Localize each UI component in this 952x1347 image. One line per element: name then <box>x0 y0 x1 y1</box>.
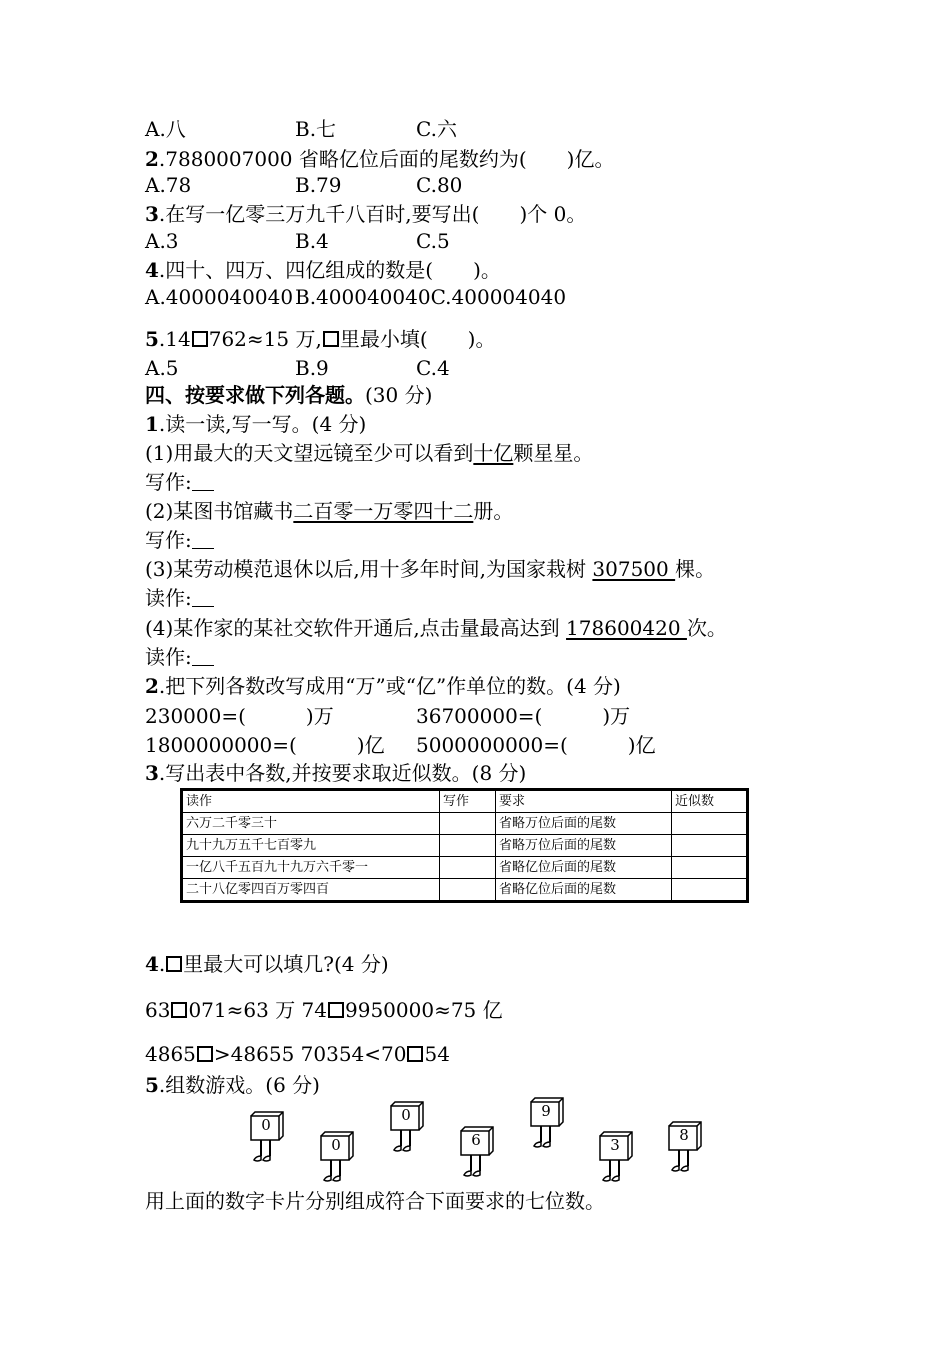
digit-card[interactable] <box>666 1120 706 1181</box>
digit-card-value: 0 <box>261 1116 271 1134</box>
s1-answer-2 <box>145 527 214 553</box>
s4-line-2 <box>145 1041 450 1067</box>
question-text: .组数游戏。(6 分) <box>158 1073 320 1097</box>
item-text: (3)某劳动模范退休以后,用十多年时间,为国家栽树 <box>145 557 593 581</box>
question-number: 5 <box>145 1073 159 1097</box>
s2-cell-3: 1800000000=( )亿 <box>145 733 385 757</box>
s1-answer-4 <box>145 644 214 670</box>
table-cell: 省略亿位后面的尾数 <box>496 857 672 879</box>
s2-cell-4: 5000000000=( )亿 <box>416 733 656 757</box>
q3-option-c: C.5 <box>416 229 450 253</box>
blank-box-icon <box>166 956 182 972</box>
question-text: .在写一亿零三万九千八百时,要写出( )个 0。 <box>158 202 587 226</box>
table-cell: 二十八亿零四百万零四百 <box>182 879 440 902</box>
table-cell: 六万二千零三十 <box>182 813 440 835</box>
question-text: .读一读,写一写。(4 分) <box>158 412 367 436</box>
blank-box-icon <box>323 331 339 347</box>
digit-card[interactable] <box>388 1100 428 1161</box>
question-number: 3 <box>145 202 159 226</box>
section-score: (30 分) <box>365 383 433 407</box>
item-text: (1)用最大的天文望远镜至少可以看到 <box>145 441 474 465</box>
table-cell-write[interactable] <box>440 857 496 879</box>
question-number: 2 <box>145 674 159 698</box>
s1-item-4 <box>145 615 727 641</box>
table-cell-write[interactable] <box>440 879 496 902</box>
table-header: 读作 <box>182 790 440 813</box>
subquestion-4-title <box>145 951 389 977</box>
digit-card[interactable] <box>458 1125 498 1186</box>
question-5 <box>145 326 495 352</box>
underlined-term: 二百零一万零四十二 <box>293 499 474 523</box>
expr-text: 071≈63 万 74 <box>188 998 327 1022</box>
answer-label: 读作: <box>145 645 192 669</box>
question-text: .7880007000 省略亿位后面的尾数约为( )亿。 <box>158 147 615 171</box>
question-number: 4 <box>145 258 159 282</box>
table-row <box>182 857 748 879</box>
q5-option-c: C.4 <box>416 356 450 380</box>
item-text: (4)某作家的某社交软件开通后,点击量最高达到 <box>145 616 567 640</box>
answer-label: 写作: <box>145 528 192 552</box>
table-header-row <box>182 790 748 813</box>
answer-label: 读作: <box>145 586 192 610</box>
expr-text: 63 <box>145 998 171 1022</box>
expr-text: >48655 70354<70 <box>213 1042 407 1066</box>
table-cell-approx[interactable] <box>672 813 748 835</box>
q0-option-c: C.六 <box>416 117 457 141</box>
q5-option-a: A.5 <box>145 356 179 380</box>
s1-item-3 <box>145 556 715 582</box>
blank-box-icon <box>192 331 208 347</box>
table-cell: 省略亿位后面的尾数 <box>496 879 672 902</box>
question-2 <box>145 146 615 172</box>
table-cell: 省略万位后面的尾数 <box>496 835 672 857</box>
digit-card[interactable] <box>597 1130 637 1191</box>
question-text: .四十、四万、四亿组成的数是( )。 <box>158 258 501 282</box>
number-table <box>180 788 749 903</box>
item-text-end: 册。 <box>473 499 514 523</box>
answer-blank[interactable] <box>192 530 214 549</box>
s1-answer-1 <box>145 469 214 495</box>
digit-card-value: 6 <box>471 1131 481 1149</box>
s2-cell-2: 36700000=( )万 <box>416 704 631 728</box>
item-text-end: 次。 <box>686 616 727 640</box>
table-cell-approx[interactable] <box>672 879 748 902</box>
q3-option-b: B.4 <box>295 229 329 253</box>
question-text-mid: 762≈15 万, <box>208 327 322 351</box>
question-text: 里最大可以填几?(4 分) <box>183 952 389 976</box>
q2-option-b: B.79 <box>295 173 342 197</box>
section-title-text: 四、按要求做下列各题。 <box>145 383 365 407</box>
question-3 <box>145 201 586 227</box>
blank-box-icon[interactable] <box>328 1002 344 1018</box>
answer-blank[interactable] <box>192 647 214 666</box>
q5-option-b: B.9 <box>295 356 329 380</box>
s2-cell-1: 230000=( )万 <box>145 704 334 728</box>
table-cell: 九十九万五千七百零九 <box>182 835 440 857</box>
table-cell-write[interactable] <box>440 813 496 835</box>
table-cell-approx[interactable] <box>672 835 748 857</box>
table-cell-write[interactable] <box>440 835 496 857</box>
table-cell: 省略万位后面的尾数 <box>496 813 672 835</box>
s4-line-1 <box>145 997 503 1023</box>
question-4 <box>145 257 501 283</box>
digit-card[interactable] <box>318 1130 358 1191</box>
question-text: .把下列各数改写成用“万”或“亿”作单位的数。(4 分) <box>158 674 621 698</box>
table-header: 要求 <box>496 790 672 813</box>
q2-option-c: C.80 <box>416 173 463 197</box>
s5-footer-text: 用上面的数字卡片分别组成符合下面要求的七位数。 <box>145 1189 605 1213</box>
q2-option-a: A.78 <box>145 173 192 197</box>
blank-box-icon[interactable] <box>407 1046 423 1062</box>
answer-blank[interactable] <box>192 588 214 607</box>
expr-text: 4865 <box>145 1042 196 1066</box>
q3-option-a: A.3 <box>145 229 179 253</box>
table-row <box>182 879 748 902</box>
s1-item-2 <box>145 498 513 524</box>
table-header: 近似数 <box>672 790 748 813</box>
table-cell-approx[interactable] <box>672 857 748 879</box>
underlined-term: 178600420 <box>566 616 687 640</box>
underlined-term: 十亿 <box>473 441 514 465</box>
q4-option-a: A.4000040040 <box>145 285 294 309</box>
table-row <box>182 813 748 835</box>
question-text: .写出表中各数,并按要求取近似数。(8 分) <box>158 761 527 785</box>
question-number: 5 <box>145 327 159 351</box>
s1-item-1 <box>145 440 593 466</box>
digit-card[interactable] <box>248 1110 288 1171</box>
section-title <box>145 382 432 408</box>
digit-card-value: 3 <box>610 1136 620 1154</box>
question-text-pre: .14 <box>158 327 191 351</box>
underlined-term: 307500 <box>592 557 676 581</box>
answer-label: 写作: <box>145 470 192 494</box>
s1-answer-3 <box>145 585 214 611</box>
answer-blank[interactable] <box>192 472 214 491</box>
blank-box-icon[interactable] <box>197 1046 213 1062</box>
item-text-end: 颗星星。 <box>513 441 594 465</box>
expr-text: 9950000≈75 亿 <box>345 998 503 1022</box>
table-header: 写作 <box>440 790 496 813</box>
question-number: 1 <box>145 412 159 436</box>
subquestion-1-title <box>145 411 366 437</box>
digit-card-value: 9 <box>541 1102 551 1120</box>
subquestion-3-title <box>145 760 526 786</box>
question-number: 2 <box>145 147 159 171</box>
q4-option-bc: B.400040040C.400004040 <box>295 285 567 309</box>
subquestion-2-title <box>145 673 621 699</box>
table-row <box>182 835 748 857</box>
subquestion-5-title <box>145 1072 320 1098</box>
q0-option-a: A.八 <box>145 117 186 141</box>
question-number: 4 <box>145 952 159 976</box>
item-text: (2)某图书馆藏书 <box>145 499 294 523</box>
table-cell: 一亿八千五百九十九万六千零一 <box>182 857 440 879</box>
digit-card-value: 0 <box>331 1136 341 1154</box>
expr-text: 54 <box>424 1042 450 1066</box>
question-number: 3 <box>145 761 159 785</box>
item-text-end: 棵。 <box>675 557 716 581</box>
digit-card-value: 0 <box>401 1106 411 1124</box>
digit-card-value: 8 <box>679 1126 689 1144</box>
question-text-post: 里最小填( )。 <box>339 327 496 351</box>
q0-option-b: B.七 <box>295 117 337 141</box>
question-dot: . <box>158 952 166 976</box>
blank-box-icon[interactable] <box>171 1002 187 1018</box>
digit-card[interactable] <box>528 1096 568 1157</box>
